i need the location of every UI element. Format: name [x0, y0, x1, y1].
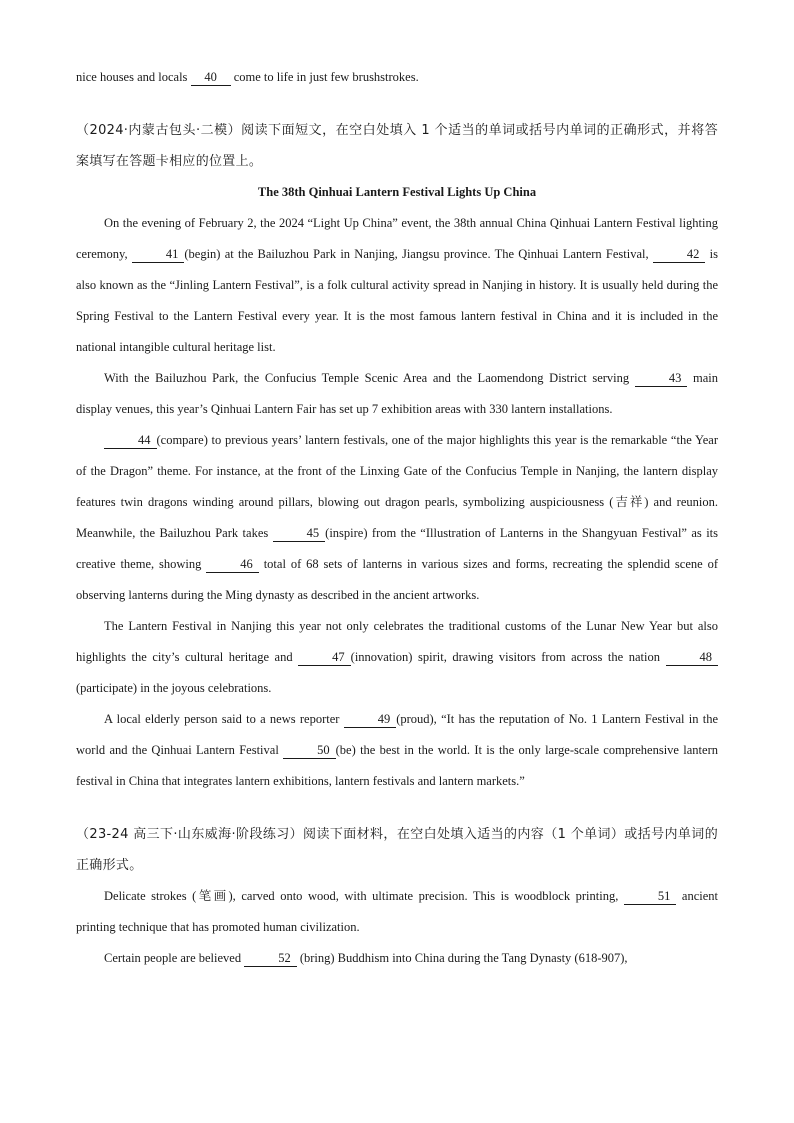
text-span: nice houses and locals: [76, 70, 191, 84]
blank-45: 45: [273, 526, 326, 542]
blank-46: 46: [206, 557, 259, 573]
blank-51: 51: [624, 889, 677, 905]
blank-50: 50: [283, 743, 336, 759]
text-span: (begin) at the Bailuzhou Park in Nanjing, Jiangsu province. The Qinhuai Lantern Festival,: [184, 247, 653, 261]
blank-43: 43: [635, 371, 688, 387]
blank-49: 49: [344, 712, 397, 728]
paragraph-4: [76, 611, 718, 704]
text-span: (bring) Buddhism into China during the Tang Dynasty (618-907),: [296, 951, 628, 965]
paragraph-1: [76, 208, 718, 363]
blank-44: 44: [104, 433, 157, 449]
blank-52: 52: [244, 951, 297, 967]
text-span: With the Bailuzhou Park, the Confucius Temple Scenic Area and the Laomendong District serving: [104, 371, 635, 385]
text-span: Certain people are believed: [104, 951, 245, 965]
text-span: (be) the best in the world. It is the only large-scale comprehensive lantern festival in China that integrates lantern exhibitions, lantern festivals and lantern markets.”: [76, 743, 718, 788]
section-gap: [76, 797, 718, 819]
paragraph-2: [76, 363, 718, 425]
intro-line: [76, 62, 718, 93]
blank-42: 42: [653, 247, 706, 263]
text-span: (compare) to previous years’ lantern festivals, one of the major highlights this year is the remarkable “the Year of the Dragon” theme. For instance, at the front of the Linxing Gate of the Confucius Temple in Nanjing, the lantern display features twin dragons winding around pillars, blowing out dragon pearls, symbolizing auspiciousness (吉祥) and reunion. Meanwhile, the Bailuzhou Park takes: [76, 433, 718, 540]
passage-title: The 38th Qinhuai Lantern Festival Lights Up China: [257, 185, 537, 199]
section-2-instruction: （2024·内蒙古包头·二模）阅读下面短文，在空白处填入 1 个适当的单词或括号内单词的正确形式，并将答案填写在答题卡相应的位置上。: [76, 123, 718, 169]
text-span: A local elderly person said to a news reporter: [104, 712, 344, 726]
paragraph-5: [76, 704, 718, 797]
paragraph-7: [76, 943, 718, 974]
text-span: Delicate strokes (笔画), carved onto wood, with ultimate precision. This is woodblock printing,: [104, 889, 624, 903]
document-body: [76, 62, 718, 974]
blank-41: 41: [132, 247, 185, 263]
text-span: (proud), “It has the reputation of No. 1 Lantern Festival in the world and the Qinhuai Lantern Festival: [76, 712, 718, 757]
paragraph-3: [76, 425, 718, 611]
text-span: (participate) in the joyous celebrations.: [76, 681, 272, 695]
blank-40: 40: [191, 70, 231, 86]
text-span: On the evening of February 2, the 2024 “Light Up China” event, the 38th annual China Qinhuai Lantern Festival lighting ceremony,: [76, 216, 718, 261]
text-span: total of 68 sets of lanterns in various sizes and forms, recreating the splendid scene of observing lanterns during the Ming dynasty as described in the ancient artworks.: [76, 557, 718, 602]
section-gap: [76, 93, 718, 115]
text-span: is also known as the “Jinling Lantern Festival”, is a folk cultural activity spread in Nanjing in history. It is usually held during the Spring Festival to the Lantern Festival every year. It is the most famous lantern festival in China and it is included in the national intangible cultural heritage list.: [76, 247, 719, 354]
blank-48: 48: [666, 650, 719, 666]
text-span: (inspire) from the “Illustration of Lanterns in the Shangyuan Festival” as its creative theme, showing: [76, 526, 719, 571]
text-span: The Lantern Festival in Nanjing this year not only celebrates the traditional customs of the Lunar New Year but also highlights the city’s cultural heritage and: [76, 619, 718, 664]
text-span: ancient printing technique that has promoted human civilization.: [76, 889, 719, 934]
paragraph-6: [76, 881, 718, 943]
blank-47: 47: [298, 650, 351, 666]
text-span: (innovation) spirit, drawing visitors from across the nation: [350, 650, 666, 664]
text-span: come to life in just few brushstrokes.: [230, 70, 419, 84]
text-span: main display venues, this year’s Qinhuai Lantern Fair has set up 7 exhibition areas with 330 lantern installations.: [76, 371, 718, 416]
section-3-instruction: （23-24 高三下·山东威海·阶段练习）阅读下面材料，在空白处填入适当的内容（1 个单词）或括号内单词的正确形式。: [76, 827, 718, 873]
